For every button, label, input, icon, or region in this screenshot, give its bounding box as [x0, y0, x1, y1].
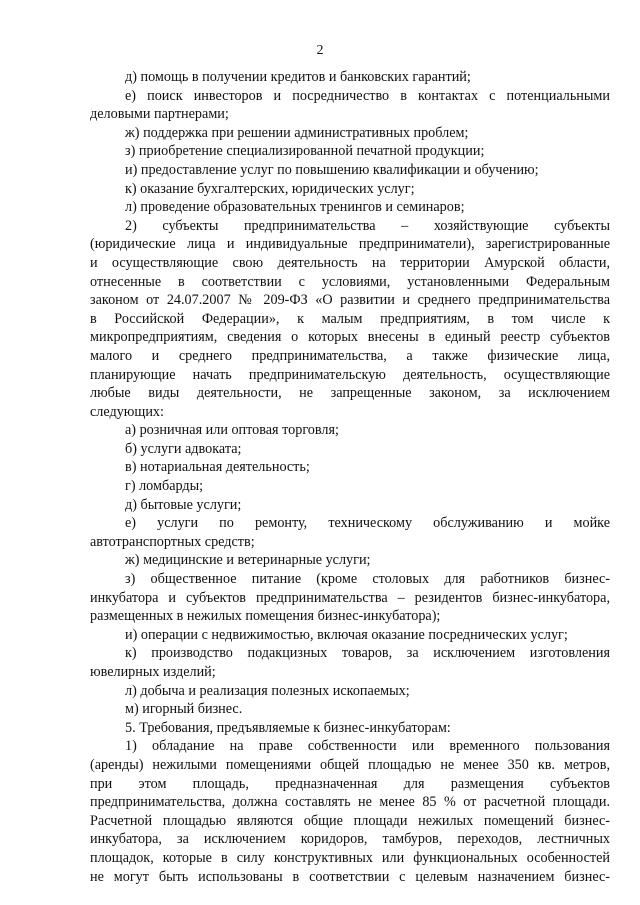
- text-line: площадок, которые в силу конструктивных или функциональных особенностей: [90, 849, 610, 866]
- text-line: к) оказание бухгалтерских, юридических услуг;: [125, 180, 415, 197]
- text-line: 1) обладание на праве собственности или временного пользования: [125, 738, 610, 755]
- text-line: Расчетной площадью являются общие площади нежилых помещений бизнес-: [90, 812, 610, 829]
- text-line: д) помощь в получении кредитов и банковских гарантий;: [125, 69, 471, 85]
- text-line: л) добыча и реализация полезных ископаемых;: [125, 682, 410, 699]
- text-line: г) ломбарды;: [125, 478, 204, 495]
- text-line: б) услуги адвоката;: [125, 440, 242, 457]
- text-line: з) общественное питание (кроме столовых для работников бизнес-: [125, 571, 610, 588]
- text-line: инкубатора и субъектов предпринимательства – резидентов бизнес-инкубатора,: [90, 589, 610, 606]
- text-line: законом от 24.07.2007 № 209-ФЗ «О развитии и среднего предпринимательства: [90, 292, 610, 309]
- text-line: (аренды) нежилыми помещениями общей площадью не менее 350 кв. метров,: [90, 756, 610, 773]
- text-line: м) игорный бизнес.: [125, 701, 243, 718]
- page-number: 2: [316, 43, 324, 58]
- text-line: малого и среднего предпринимательства, а также физические лица,: [90, 347, 610, 364]
- text-line: предпринимательства, должна составлять не менее 85 % от расчетной площади.: [90, 794, 610, 811]
- text-line: в) нотариальная деятельность;: [125, 459, 310, 476]
- text-line: автотранспортных средств;: [90, 533, 255, 550]
- text-line: в Российской Федерации», к малым предприятиям, в том числе к: [90, 310, 610, 327]
- document-body: [90, 68, 610, 886]
- text-line: а) розничная или оптовая торговля;: [125, 422, 339, 439]
- text-line: ж) поддержка при решении административных проблем;: [125, 124, 469, 141]
- text-line: ж) медицинские и ветеринарные услуги;: [125, 552, 371, 569]
- text-line: е) услуги по ремонту, техническому обслуживанию и мойке: [125, 515, 610, 532]
- text-line: отнесенные в соответствии с условиями, установленными Федеральным: [90, 273, 610, 290]
- text-line: и осуществляющие свою деятельность на территории Амурской области,: [90, 254, 610, 271]
- text-line: при этом площадь, предназначенная для размещения субъектов: [90, 775, 610, 792]
- text-line: и) операции с недвижимостью, включая оказание посреднических услуг;: [125, 626, 568, 643]
- text-line: д) бытовые услуги;: [125, 496, 242, 513]
- text-line: инкубатора, за исключением коридоров, тамбуров, переходов, лестничных: [90, 831, 610, 848]
- text-line: к) производство подакцизных товаров, за исключением изготовления: [125, 645, 610, 662]
- text-line: ювелирных изделий;: [90, 664, 216, 680]
- text-line: (юридические лица и индивидуальные предприниматели), зарегистрированные: [90, 236, 610, 253]
- text-line: и) предоставление услуг по повышению квалификации и обучению;: [125, 161, 539, 178]
- text-line: л) проведение образовательных тренингов и семинаров;: [125, 199, 465, 216]
- text-line: следующих:: [90, 403, 164, 420]
- text-line: деловыми партнерами;: [90, 106, 229, 123]
- text-line: 2) субъекты предпринимательства – хозяйствующие субъекты: [125, 217, 610, 234]
- text-line: размещенных в нежилых помещения бизнес-инкубатора);: [90, 608, 441, 625]
- text-line: е) поиск инвесторов и посредничество в контактах с потенциальными: [125, 87, 610, 104]
- text-line: 5. Требования, предъявляемые к бизнес-инкубаторам:: [125, 719, 451, 736]
- text-line: микропредприятиям, сведения о которых внесены в единый реестр субъектов: [90, 329, 610, 346]
- text-line: любые виды деятельности, не запрещенные законом, за исключением: [90, 385, 610, 402]
- text-line: планирующие начать предпринимательскую деятельность, осуществляющие: [90, 366, 610, 383]
- text-line: не могут быть использованы в соответствии с целевым назначением бизнес-: [90, 868, 610, 885]
- text-line: з) приобретение специализированной печатной продукции;: [125, 143, 485, 160]
